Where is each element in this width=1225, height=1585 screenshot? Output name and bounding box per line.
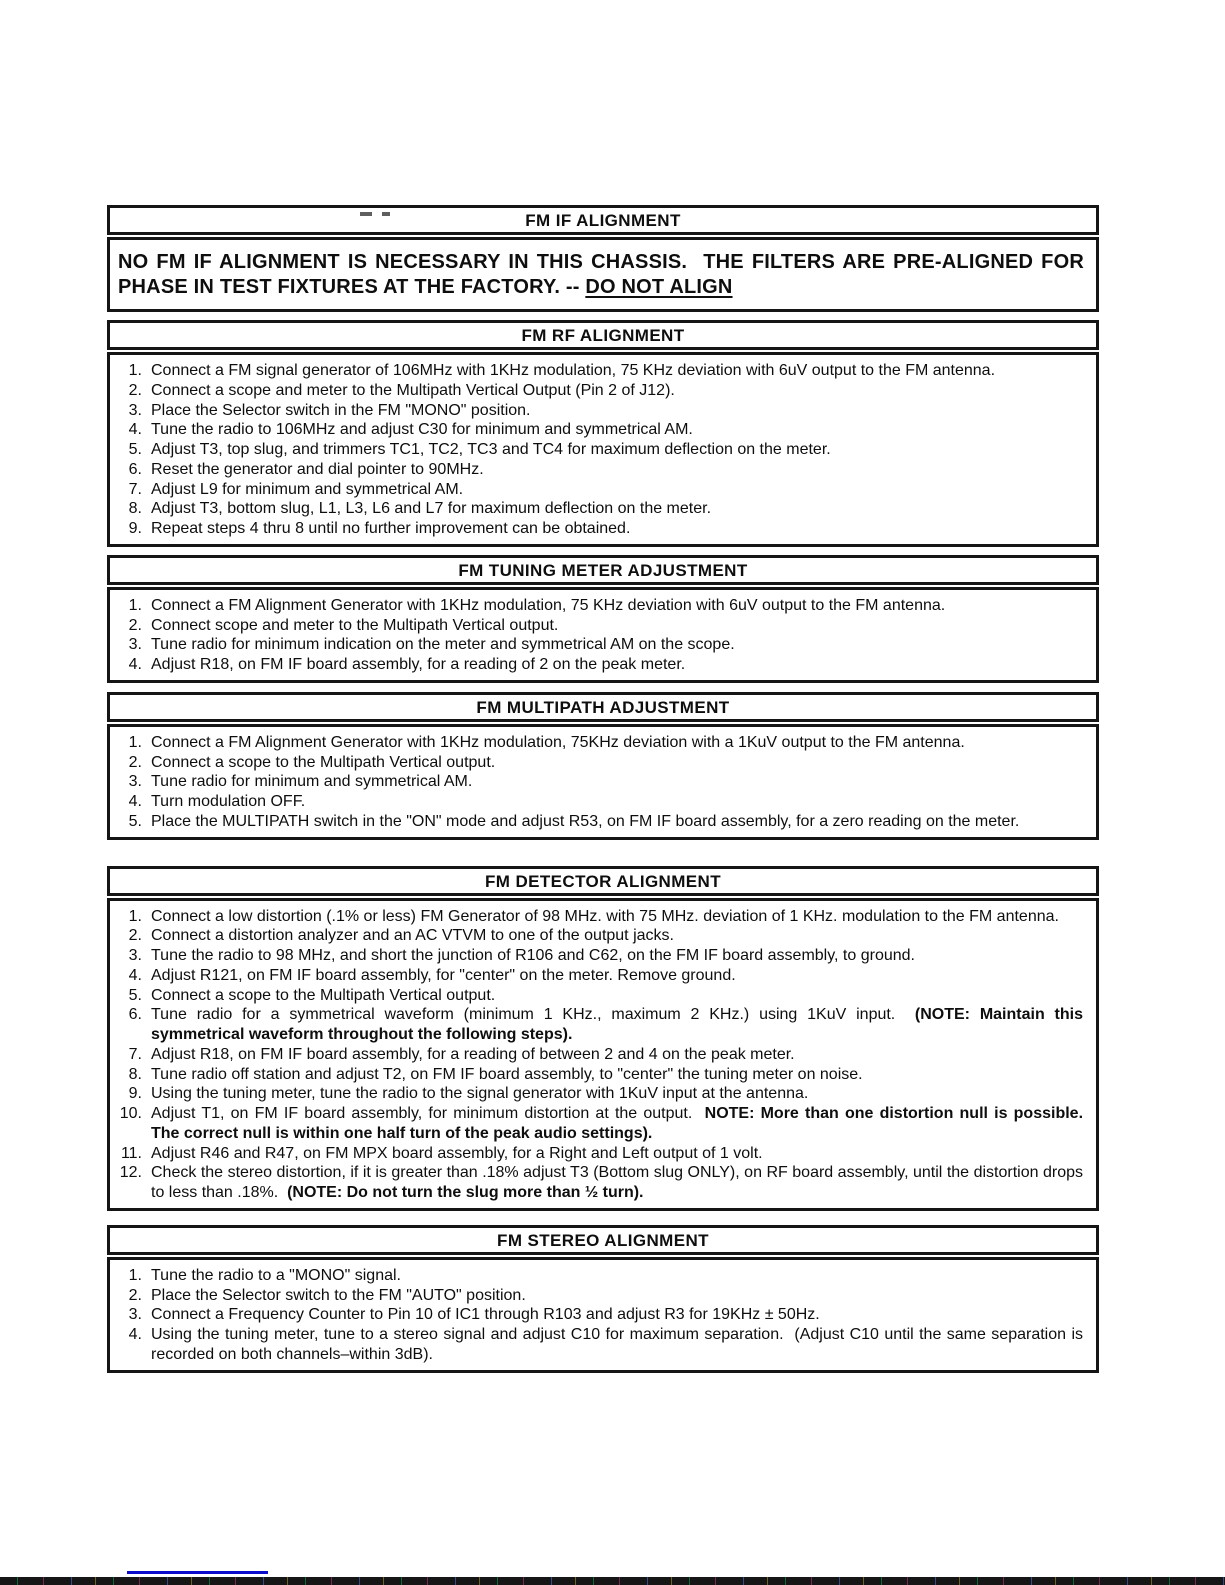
step-number: 12. [119, 1164, 142, 1182]
step-body [151, 1266, 1088, 1286]
step-item-4 [114, 420, 1088, 440]
step-item-5 [114, 986, 1088, 1006]
step-text: Turn modulation OFF. [151, 793, 306, 810]
step-text: Connect a scope to the Multipath Vertical output. [151, 986, 496, 1004]
step-item-1 [114, 1266, 1088, 1286]
section-title-fm-multipath-adjustment: FM MULTIPATH ADJUSTMENT [107, 692, 1099, 722]
step-body [151, 1104, 1092, 1144]
step-item-2 [114, 381, 1088, 401]
step-number: 9. [128, 520, 142, 537]
step-number: 3. [128, 401, 142, 419]
step-body [151, 966, 1088, 986]
step-item-8 [114, 499, 1088, 519]
step-text: Adjust R121, on FM IF board assembly, for "center" on the meter. Remove ground. [151, 966, 736, 984]
step-item-7 [114, 480, 1088, 500]
step-item-5 [114, 440, 1088, 460]
step-body [151, 772, 1088, 792]
step-item-11 [114, 1144, 1088, 1164]
step-text: Tune the radio to a "MONO" signal. [151, 1266, 401, 1284]
step-text: Place the Selector switch in the FM "MONO" position. [151, 401, 531, 419]
step-item-1 [114, 733, 1088, 753]
section-title-fm-stereo-alignment: FM STEREO ALIGNMENT [107, 1225, 1099, 1255]
step-text: Tune radio for minimum indication on the meter and symmetrical AM on the scope. [151, 636, 735, 654]
section-body-fm-if-alignment [107, 237, 1099, 312]
step-body [151, 596, 1088, 616]
step-number: 2. [128, 616, 142, 634]
step-text: NO FM IF ALIGNMENT IS NECESSARY IN THIS CHASSIS. THE FILTERS ARE PRE-ALIGNED FOR PHASE IN TEST FIXTURES AT THE FACTORY. -- [118, 251, 1090, 298]
step-body [151, 1065, 1088, 1085]
step-number: 2. [128, 1286, 142, 1304]
underlined-text: DO NOT ALIGN [585, 276, 733, 298]
step-body [151, 1144, 1088, 1164]
step-item-2 [114, 926, 1088, 946]
step-body [151, 926, 1088, 946]
section-body-fm-tuning-meter-adjustment [107, 587, 1099, 683]
step-body [151, 753, 1088, 773]
scan-artifact-dashes [360, 212, 394, 216]
section-fm-tuning-meter-adjustment [107, 555, 1099, 683]
step-text: Tune radio for minimum and symmetrical AM. [151, 773, 473, 791]
step-number: 3. [128, 636, 142, 654]
step-item-3 [114, 1305, 1088, 1325]
step-body [151, 733, 1088, 753]
step-body [151, 1163, 1088, 1203]
step-body [151, 1286, 1088, 1306]
step-number: 4. [128, 1326, 142, 1343]
section-fm-detector-alignment [107, 866, 1099, 1211]
step-number: 8. [128, 500, 142, 518]
step-body [151, 986, 1088, 1006]
step-item-6 [114, 1005, 1088, 1045]
step-body [151, 655, 1088, 675]
step-number: 1. [128, 1266, 142, 1284]
step-item-9 [114, 1084, 1088, 1104]
step-number: 4. [128, 966, 142, 984]
step-text: Using the tuning meter, tune to a stereo signal and adjust C10 for maximum separation. (Adjust C10 until the same separation is recorded on both channels–within 3dB). [151, 1326, 1088, 1363]
step-body [151, 499, 1088, 519]
step-text: Connect a scope to the Multipath Vertical output. [151, 753, 496, 771]
step-text: Place the MULTIPATH switch in the "ON" mode and adjust R53, on FM IF board assembly, for a zero reading on the meter. [151, 812, 1020, 830]
step-number: 2. [128, 753, 142, 771]
section-fm-rf-alignment [107, 320, 1099, 547]
step-number: 3. [128, 947, 142, 964]
step-item-6 [114, 460, 1088, 480]
step-number: 4. [128, 793, 142, 810]
step-text: Adjust T3, top slug, and trimmers TC1, TC2, TC3 and TC4 for maximum deflection on the meter. [151, 441, 831, 458]
step-text: Check the stereo distortion, if it is greater than .18% adjust T3 (Bottom slug ONLY), on RF board assembly, until the distortion drops to less than .18%. [151, 1164, 1088, 1201]
note-text: NOTE: More than one distortion null is possible. The correct null is within one half turn of the peak audio settings). [151, 1105, 1092, 1142]
step-item-4 [114, 966, 1088, 986]
step-number: 1. [128, 733, 142, 751]
step-number: 4. [128, 421, 142, 439]
step-text: Using the tuning meter, tune the radio to the signal generator with 1KuV input at the antenna. [151, 1085, 809, 1103]
step-text: Tune radio off station and adjust T2, on FM IF board assembly, to "center" the tuning meter on noise. [151, 1065, 863, 1083]
section-fm-if-alignment [107, 205, 1099, 312]
step-item-4 [114, 655, 1088, 675]
step-item-10 [114, 1104, 1092, 1144]
step-text: Connect a Frequency Counter to Pin 10 of IC1 through R103 and adjust R3 for 19KHz ± 50Hz. [151, 1306, 820, 1324]
step-body [151, 616, 1088, 636]
scan-noise-speckles [0, 1577, 1225, 1585]
step-text: Adjust T1, on FM IF board assembly, for minimum distortion at the output. [151, 1105, 705, 1122]
section-body-fm-multipath-adjustment [107, 724, 1099, 840]
step-body [151, 519, 1088, 539]
step-body [151, 480, 1088, 500]
step-body [151, 1084, 1088, 1104]
step-item-3 [114, 401, 1088, 421]
step-item-2 [114, 1286, 1088, 1306]
step-body [151, 440, 1088, 460]
section-title-fm-rf-alignment: FM RF ALIGNMENT [107, 320, 1099, 350]
step-body [151, 1325, 1088, 1365]
step-item-8 [114, 1065, 1088, 1085]
step-number: 8. [128, 1065, 142, 1083]
step-body [151, 420, 1088, 440]
step-number: 3. [128, 1306, 142, 1324]
step-item-9 [114, 519, 1088, 539]
notice-text [114, 246, 1088, 304]
step-body [151, 401, 1088, 421]
step-number: 3. [128, 773, 142, 791]
step-body [151, 381, 1088, 401]
section-body-fm-detector-alignment [107, 898, 1099, 1211]
step-item-1 [114, 596, 1088, 616]
step-item-5 [114, 812, 1088, 832]
step-text: Connect a distortion analyzer and an AC VTVM to one of the output jacks. [151, 927, 674, 945]
step-number: 4. [128, 656, 142, 673]
step-text: Reset the generator and dial pointer to 90MHz. [151, 460, 484, 478]
step-number: 7. [128, 1045, 142, 1063]
step-body [151, 792, 1088, 812]
step-number: 11. [120, 1144, 142, 1162]
step-number: 7. [128, 480, 142, 498]
step-body [151, 1005, 1088, 1045]
step-item-4 [114, 1325, 1088, 1365]
step-text: Connect a scope and meter to the Multipath Vertical Output (Pin 2 of J12). [151, 381, 675, 399]
step-number: 1. [128, 596, 142, 614]
step-text: Place the Selector switch to the FM "AUTO" position. [151, 1286, 526, 1304]
step-text: Connect scope and meter to the Multipath Vertical output. [151, 616, 559, 634]
step-text: Adjust R46 and R47, on FM MPX board assembly, for a Right and Left output of 1 volt. [151, 1144, 763, 1162]
step-text: Connect a low distortion (.1% or less) FM Generator of 98 MHz. with 75 MHz. deviation of 1 KHz. modulation to the FM antenna. [151, 907, 1059, 925]
step-text: Repeat steps 4 thru 8 until no further improvement can be obtained. [151, 520, 631, 537]
step-number: 2. [128, 927, 142, 945]
step-text: Tune the radio to 98 MHz, and short the junction of R106 and C62, on the FM IF board assembly, to ground. [151, 947, 915, 964]
step-text: Connect a FM Alignment Generator with 1KHz modulation, 75KHz deviation with a 1KuV output to the FM antenna. [151, 733, 965, 751]
step-number: 6. [128, 1006, 142, 1024]
note-text: (NOTE: Maintain this symmetrical waveform throughout the following steps). [151, 1006, 1088, 1043]
step-text: Adjust L9 for minimum and symmetrical AM. [151, 480, 464, 498]
step-item-7 [114, 1045, 1088, 1065]
step-number: 1. [128, 362, 142, 379]
step-number: 5. [128, 812, 142, 830]
section-body-fm-stereo-alignment [107, 1257, 1099, 1373]
step-item-2 [114, 753, 1088, 773]
step-text: Tune the radio to 106MHz and adjust C30 for minimum and symmetrical AM. [151, 421, 693, 439]
step-number: 5. [128, 986, 142, 1004]
step-body [151, 907, 1088, 927]
step-item-1 [114, 907, 1088, 927]
section-title-fm-tuning-meter-adjustment: FM TUNING METER ADJUSTMENT [107, 555, 1099, 585]
step-body [151, 460, 1088, 480]
step-text: Connect a FM Alignment Generator with 1KHz modulation, 75 KHz deviation with 6uV output to the FM antenna. [151, 596, 946, 614]
step-item-3 [114, 635, 1088, 655]
step-body [151, 1305, 1088, 1325]
section-fm-stereo-alignment [107, 1225, 1099, 1373]
step-text: Adjust R18, on FM IF board assembly, for a reading of 2 on the peak meter. [151, 656, 686, 673]
step-item-3 [114, 946, 1088, 966]
step-body [151, 946, 1088, 966]
step-item-2 [114, 616, 1088, 636]
step-number: 6. [128, 460, 142, 478]
step-text: Tune radio for a symmetrical waveform (minimum 1 KHz., maximum 2 KHz.) using 1KuV input. [151, 1006, 915, 1024]
step-body [151, 361, 1088, 381]
step-number: 2. [128, 381, 142, 399]
step-number: 10. [119, 1105, 142, 1122]
step-text: Adjust T3, bottom slug, L1, L3, L6 and L7 for maximum deflection on the meter. [151, 500, 712, 518]
step-text: Connect a FM signal generator of 106MHz with 1KHz modulation, 75 KHz deviation with 6uV output to the FM antenna. [151, 362, 996, 379]
page-edge-scan-bar [0, 1577, 1225, 1585]
step-item-3 [114, 772, 1088, 792]
step-body [151, 635, 1088, 655]
section-title-fm-if-alignment: FM IF ALIGNMENT [107, 205, 1099, 235]
step-body [151, 1045, 1088, 1065]
section-title-fm-detector-alignment: FM DETECTOR ALIGNMENT [107, 866, 1099, 896]
section-fm-multipath-adjustment [107, 692, 1099, 840]
note-text: (NOTE: Do not turn the slug more than ½ turn). [287, 1184, 644, 1201]
step-number: 9. [128, 1085, 142, 1103]
step-number: 5. [128, 441, 142, 458]
step-number: 1. [128, 907, 142, 925]
step-item-12 [114, 1163, 1088, 1203]
footer-blue-underline-mark [127, 1571, 268, 1574]
step-body [151, 812, 1088, 832]
step-text: Adjust R18, on FM IF board assembly, for a reading of between 2 and 4 on the peak meter. [151, 1045, 795, 1063]
step-item-4 [114, 792, 1088, 812]
sections [107, 205, 1099, 1373]
section-body-fm-rf-alignment [107, 352, 1099, 547]
step-item-1 [114, 361, 1088, 381]
